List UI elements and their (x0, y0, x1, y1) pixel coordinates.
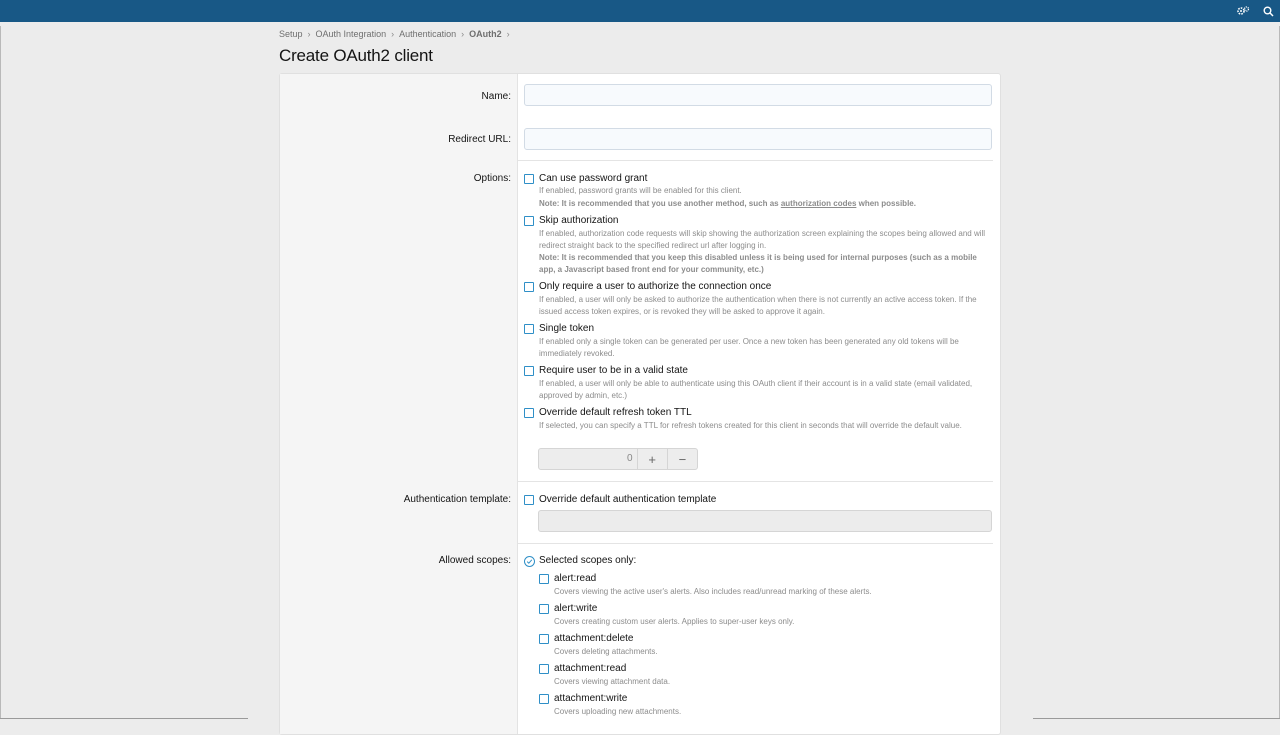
password-grant-note-text: Note: It is recommended that you use another method, such as (539, 199, 781, 208)
override-template-checkbox[interactable] (524, 495, 534, 505)
window-edge-left (0, 26, 1, 718)
single-token-description: If enabled only a single token can be generated per user. Once a new token has been generated any old tokens will be immediately revoked. (539, 337, 959, 358)
breadcrumb-authentication[interactable]: Authentication (399, 29, 457, 39)
auth-template-label: Authentication template: (403, 494, 511, 505)
options-label: Options: (473, 173, 511, 184)
refresh-ttl-description: If selected, you can specify a TTL for refresh tokens created for this client in seconds that will override the default value. (539, 421, 962, 430)
authorize-once-checkbox[interactable] (524, 282, 534, 292)
breadcrumb-oauth-integration[interactable]: OAuth Integration (315, 29, 387, 39)
top-navigation-bar (0, 0, 1280, 22)
refresh-ttl-checkbox[interactable] (524, 408, 534, 418)
scope-checkbox-attachment-write[interactable] (539, 694, 549, 704)
window-edge-bottom-right (1033, 718, 1280, 719)
selected-scopes-radio[interactable] (524, 556, 535, 567)
breadcrumb-separator-icon: › (307, 29, 311, 39)
valid-state-checkbox[interactable] (524, 366, 534, 376)
valid-state-label[interactable]: Require user to be in a valid state (539, 365, 688, 376)
oauth2-client-form (279, 73, 1001, 735)
skip-authorization-label[interactable]: Skip authorization (539, 215, 619, 226)
scope-checkbox-attachment-delete[interactable] (539, 634, 549, 644)
refresh-ttl-label[interactable]: Override default refresh token TTL (539, 407, 692, 418)
scope-desc-attachment-delete: Covers deleting attachments. (554, 647, 658, 656)
scope-checkbox-alert-read[interactable] (539, 574, 549, 584)
auth-template-input[interactable] (538, 510, 992, 532)
scope-name-attachment-delete[interactable]: attachment:delete (554, 633, 634, 644)
scope-checkbox-attachment-read[interactable] (539, 664, 549, 674)
scope-desc-alert-read: Covers viewing the active user's alerts. Also includes read/unread marking of these alerts. (554, 587, 872, 596)
scope-name-attachment-read[interactable]: attachment:read (554, 663, 627, 674)
section-divider (518, 543, 993, 544)
breadcrumb-setup[interactable]: Setup (279, 29, 303, 39)
skip-authorization-description: If enabled, authorization code requests will skip showing the authorization screen explaining the scopes being allowed and will redirect straight back to the specified redirect url after logging in. (539, 229, 986, 250)
single-token-label[interactable]: Single token (539, 323, 595, 334)
password-grant-note-end: when possible. (856, 199, 916, 208)
redirect-url-input[interactable] (524, 128, 992, 150)
page-title: Create OAuth2 client (279, 46, 433, 65)
search-icon[interactable] (1260, 3, 1276, 19)
authorize-once-description: If enabled, a user will only be asked to authorize the authentication when there is not currently an active access token. If the issued access token expires, or is revoked they will be asked to approve it again. (539, 295, 977, 316)
valid-state-description: If enabled, a user will only be able to authenticate using this OAuth client if their account is in a valid state (email validated, approved by admin, etc.) (539, 379, 973, 400)
window-edge-bottom-left (0, 718, 248, 719)
breadcrumb-separator-icon: › (461, 29, 465, 39)
breadcrumb (279, 29, 515, 39)
password-grant-label[interactable]: Can use password grant (539, 173, 648, 184)
scope-desc-attachment-write: Covers uploading new attachments. (554, 707, 682, 716)
breadcrumb-separator-icon: › (391, 29, 395, 39)
skip-authorization-note: Note: It is recommended that you keep this disabled unless it is being used for internal purposes (such as a mobile app, a Javascript based front end for your community, etc.) (539, 253, 977, 274)
scope-checkbox-alert-write[interactable] (539, 604, 549, 614)
allowed-scopes-label: Allowed scopes: (438, 555, 511, 566)
name-input[interactable] (524, 84, 992, 106)
breadcrumb-oauth2[interactable]: OAuth2 (469, 29, 502, 39)
scope-name-alert-read[interactable]: alert:read (554, 573, 597, 584)
refresh-ttl-input[interactable]: 0 (626, 453, 633, 464)
name-label: Name: (481, 91, 511, 102)
authorization-codes-link[interactable]: authorization codes (780, 199, 857, 208)
section-divider (518, 160, 993, 161)
scope-name-attachment-write[interactable]: attachment:write (554, 693, 628, 704)
single-token-checkbox[interactable] (524, 324, 534, 334)
breadcrumb-separator-icon: › (506, 29, 510, 39)
scope-desc-attachment-read: Covers viewing attachment data. (554, 677, 671, 686)
check-mark-icon (526, 558, 533, 565)
section-divider (518, 481, 993, 482)
settings-cog-icon[interactable] (1235, 3, 1251, 19)
skip-authorization-checkbox[interactable] (524, 216, 534, 226)
override-template-label[interactable]: Override default authentication template (539, 494, 717, 505)
redirect-url-label: Redirect URL: (448, 134, 511, 145)
scope-name-alert-write[interactable]: alert:write (554, 603, 598, 614)
password-grant-checkbox[interactable] (524, 174, 534, 184)
authorize-once-label[interactable]: Only require a user to authorize the connection once (539, 281, 772, 292)
scope-desc-alert-write: Covers creating custom user alerts. Applies to super-user keys only. (554, 617, 795, 626)
refresh-ttl-stepper (538, 448, 698, 470)
password-grant-note (539, 198, 991, 210)
password-grant-description: If enabled, password grants will be enabled for this client. (539, 186, 742, 195)
increment-button[interactable]: + (637, 449, 667, 469)
selected-scopes-label[interactable]: Selected scopes only: (539, 555, 637, 566)
decrement-button[interactable]: − (667, 449, 697, 469)
